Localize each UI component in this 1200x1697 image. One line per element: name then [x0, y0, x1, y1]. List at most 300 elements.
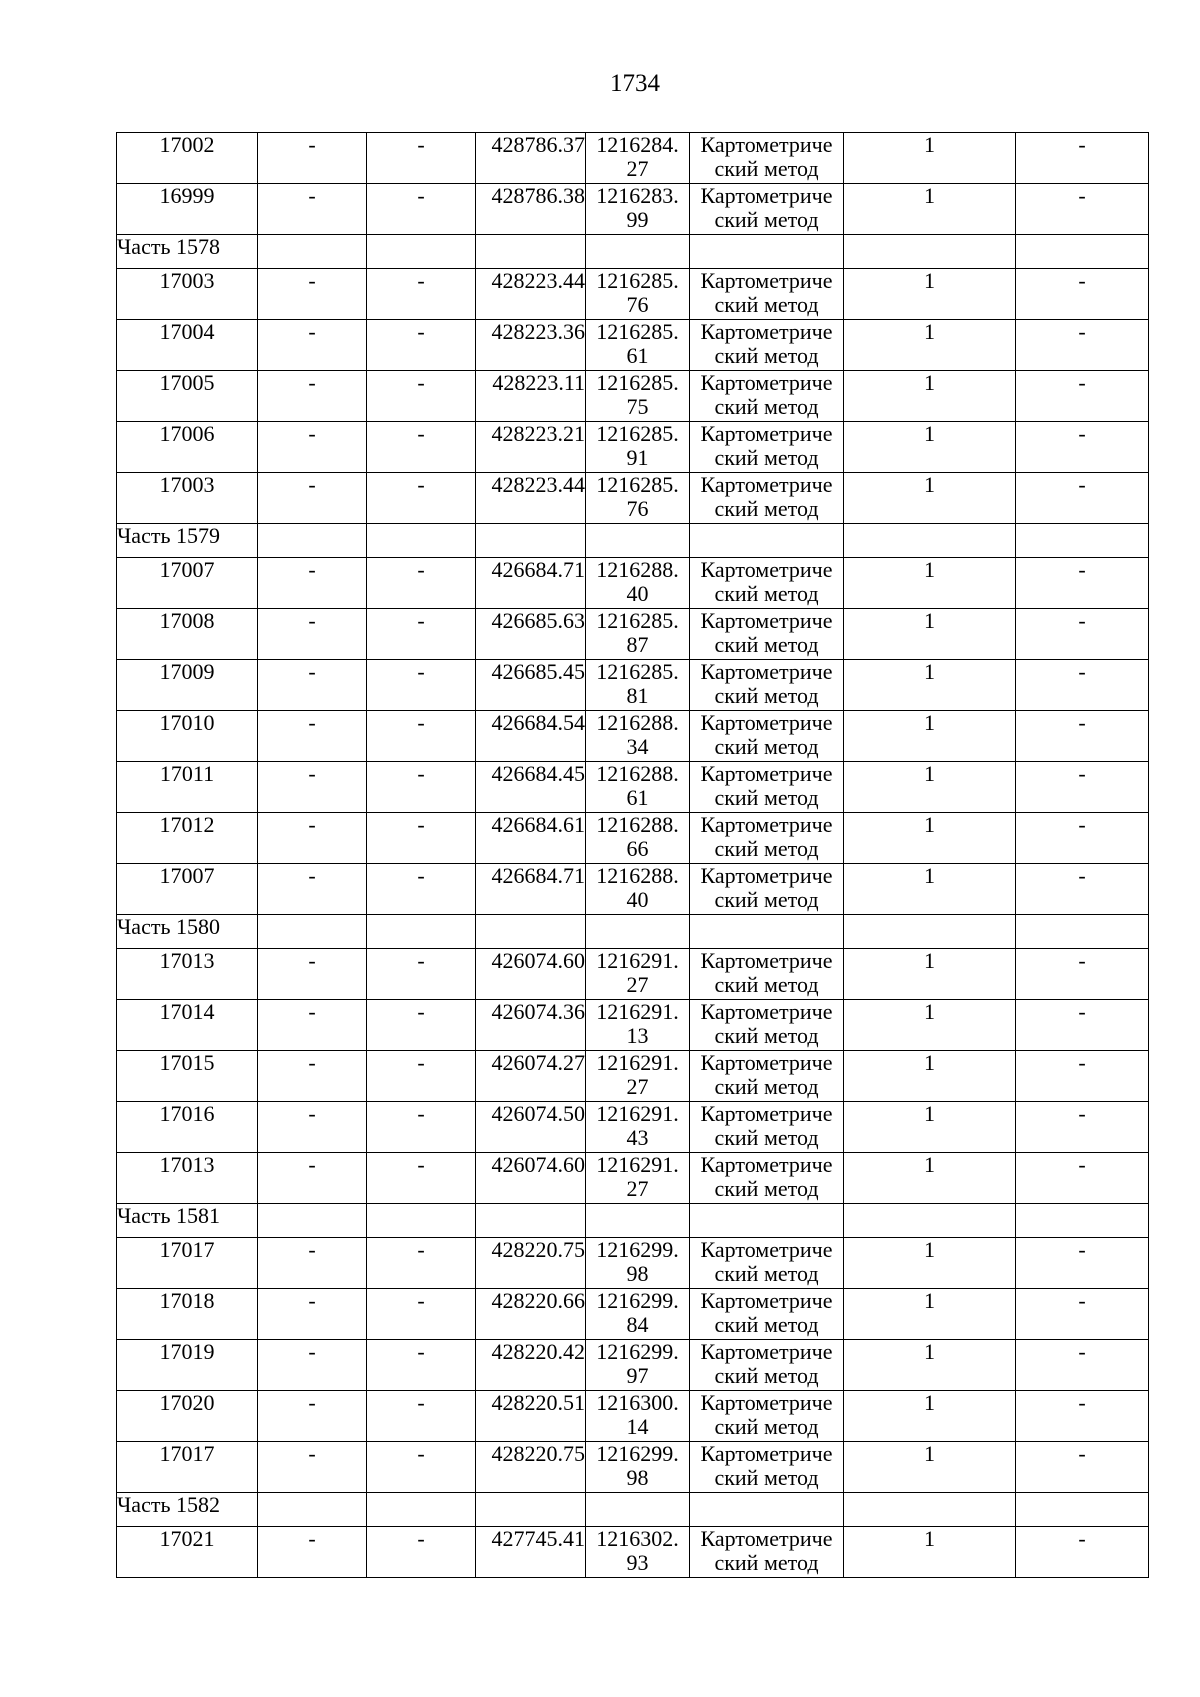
dash-cell: -	[367, 1340, 476, 1391]
point-number-cell: 17009	[117, 660, 258, 711]
x-coordinate-cell: 428786.38	[476, 184, 586, 235]
dash-cell: -	[258, 1102, 367, 1153]
y-coordinate-part2: 97	[626, 1363, 649, 1388]
dash-cell: -	[258, 422, 367, 473]
accuracy-cell: 1	[844, 320, 1016, 371]
point-number-cell: 17003	[117, 473, 258, 524]
dash-cell: -	[258, 1442, 367, 1493]
method-line1: Картометриче	[700, 1288, 833, 1313]
method-line2: ский метод	[714, 1312, 819, 1337]
point-number-cell: 17006	[117, 422, 258, 473]
y-coordinate-cell	[586, 864, 690, 915]
x-coordinate-cell: 428220.42	[476, 1340, 586, 1391]
y-coordinate-cell	[586, 1442, 690, 1493]
empty-cell	[258, 524, 367, 558]
point-number-cell: 17003	[117, 269, 258, 320]
method-line2: ский метод	[714, 1074, 819, 1099]
y-coordinate-cell	[586, 1051, 690, 1102]
y-coordinate-part2: 84	[626, 1312, 649, 1337]
method-cell	[690, 660, 844, 711]
method-line1: Картометриче	[700, 1441, 833, 1466]
method-cell	[690, 1000, 844, 1051]
method-line1: Картометриче	[700, 132, 833, 157]
y-coordinate-part1: 1216288.	[596, 812, 679, 837]
table-row	[117, 269, 1149, 320]
table-row	[117, 1102, 1149, 1153]
table-row	[117, 1391, 1149, 1442]
y-coordinate-part1: 1216285.	[596, 370, 679, 395]
x-coordinate-cell: 426685.63	[476, 609, 586, 660]
dash-cell: -	[1016, 1153, 1149, 1204]
dash-cell: -	[1016, 864, 1149, 915]
method-line2: ский метод	[714, 632, 819, 657]
empty-cell	[844, 524, 1016, 558]
y-coordinate-cell	[586, 1340, 690, 1391]
table-row	[117, 133, 1149, 184]
dash-cell: -	[1016, 1000, 1149, 1051]
method-line2: ский метод	[714, 1414, 819, 1439]
point-number-cell: 17007	[117, 558, 258, 609]
method-line2: ский метод	[714, 1550, 819, 1575]
empty-cell	[586, 915, 690, 949]
y-coordinate-part1: 1216291.	[596, 1152, 679, 1177]
y-coordinate-part2: 93	[626, 1550, 649, 1575]
method-line2: ский метод	[714, 1125, 819, 1150]
dash-cell: -	[367, 320, 476, 371]
x-coordinate-cell: 426074.50	[476, 1102, 586, 1153]
dash-cell: -	[258, 473, 367, 524]
accuracy-cell: 1	[844, 422, 1016, 473]
point-number-cell: 17016	[117, 1102, 258, 1153]
method-line2: ский метод	[714, 156, 819, 181]
y-coordinate-part1: 1216288.	[596, 863, 679, 888]
x-coordinate-cell: 426074.27	[476, 1051, 586, 1102]
empty-cell	[476, 235, 586, 269]
dash-cell: -	[258, 813, 367, 864]
dash-cell: -	[1016, 762, 1149, 813]
method-cell	[690, 864, 844, 915]
method-cell	[690, 1051, 844, 1102]
method-line1: Картометриче	[700, 1152, 833, 1177]
y-coordinate-part1: 1216291.	[596, 1101, 679, 1126]
empty-cell	[476, 524, 586, 558]
empty-cell	[844, 235, 1016, 269]
empty-cell	[586, 235, 690, 269]
y-coordinate-cell	[586, 711, 690, 762]
x-coordinate-cell: 428220.75	[476, 1238, 586, 1289]
y-coordinate-part1: 1216291.	[596, 1050, 679, 1075]
y-coordinate-cell	[586, 371, 690, 422]
empty-cell	[690, 1493, 844, 1527]
method-line1: Картометриче	[700, 183, 833, 208]
method-cell	[690, 269, 844, 320]
table-row	[117, 320, 1149, 371]
method-line1: Картометриче	[700, 1339, 833, 1364]
accuracy-cell: 1	[844, 184, 1016, 235]
method-cell	[690, 473, 844, 524]
method-line2: ский метод	[714, 1261, 819, 1286]
y-coordinate-cell	[586, 1000, 690, 1051]
method-line1: Картометриче	[700, 608, 833, 633]
x-coordinate-cell: 428223.21	[476, 422, 586, 473]
method-cell	[690, 762, 844, 813]
accuracy-cell: 1	[844, 133, 1016, 184]
x-coordinate-cell: 428223.44	[476, 473, 586, 524]
table-row	[117, 1527, 1149, 1578]
x-coordinate-cell: 428786.37	[476, 133, 586, 184]
dash-cell: -	[367, 1051, 476, 1102]
empty-cell	[586, 524, 690, 558]
dash-cell: -	[258, 762, 367, 813]
dash-cell: -	[1016, 422, 1149, 473]
method-cell	[690, 1527, 844, 1578]
method-line2: ский метод	[714, 445, 819, 470]
y-coordinate-cell	[586, 473, 690, 524]
dash-cell: -	[367, 1289, 476, 1340]
dash-cell: -	[367, 711, 476, 762]
point-number-cell: 17013	[117, 1153, 258, 1204]
point-number-cell: 17012	[117, 813, 258, 864]
dash-cell: -	[367, 184, 476, 235]
point-number-cell: 17007	[117, 864, 258, 915]
x-coordinate-cell: 428223.44	[476, 269, 586, 320]
part-header-row	[117, 915, 1149, 949]
point-number-cell: 17021	[117, 1527, 258, 1578]
y-coordinate-part2: 27	[626, 972, 649, 997]
method-line1: Картометриче	[700, 710, 833, 735]
accuracy-cell: 1	[844, 558, 1016, 609]
table-row	[117, 1153, 1149, 1204]
method-line1: Картометриче	[700, 472, 833, 497]
point-number-cell: 17018	[117, 1289, 258, 1340]
empty-cell	[258, 1204, 367, 1238]
y-coordinate-part2: 98	[626, 1261, 649, 1286]
method-line2: ский метод	[714, 343, 819, 368]
point-number-cell: 17010	[117, 711, 258, 762]
x-coordinate-cell: 426074.60	[476, 1153, 586, 1204]
table-body	[117, 133, 1149, 1578]
y-coordinate-cell	[586, 1391, 690, 1442]
table-row	[117, 473, 1149, 524]
accuracy-cell: 1	[844, 1391, 1016, 1442]
empty-cell	[258, 235, 367, 269]
dash-cell: -	[258, 1391, 367, 1442]
method-line1: Картометриче	[700, 557, 833, 582]
table-row	[117, 184, 1149, 235]
y-coordinate-cell	[586, 1102, 690, 1153]
y-coordinate-cell	[586, 320, 690, 371]
accuracy-cell: 1	[844, 1442, 1016, 1493]
method-line2: ский метод	[714, 972, 819, 997]
y-coordinate-part1: 1216288.	[596, 557, 679, 582]
empty-cell	[1016, 524, 1149, 558]
y-coordinate-part2: 27	[626, 156, 649, 181]
dash-cell: -	[367, 133, 476, 184]
part-header-row	[117, 1204, 1149, 1238]
dash-cell: -	[258, 609, 367, 660]
y-coordinate-part1: 1216291.	[596, 999, 679, 1024]
y-coordinate-part2: 76	[626, 496, 649, 521]
x-coordinate-cell: 426685.45	[476, 660, 586, 711]
y-coordinate-cell	[586, 609, 690, 660]
dash-cell: -	[1016, 1391, 1149, 1442]
empty-cell	[690, 235, 844, 269]
x-coordinate-cell: 427745.41	[476, 1527, 586, 1578]
method-cell	[690, 1238, 844, 1289]
y-coordinate-part1: 1216285.	[596, 659, 679, 684]
method-line2: ский метод	[714, 394, 819, 419]
accuracy-cell: 1	[844, 1527, 1016, 1578]
point-number-cell: 17019	[117, 1340, 258, 1391]
y-coordinate-part1: 1216285.	[596, 472, 679, 497]
table-row	[117, 1000, 1149, 1051]
accuracy-cell: 1	[844, 813, 1016, 864]
method-line2: ский метод	[714, 496, 819, 521]
y-coordinate-part2: 98	[626, 1465, 649, 1490]
y-coordinate-part1: 1216299.	[596, 1339, 679, 1364]
method-cell	[690, 422, 844, 473]
part-header-row	[117, 1493, 1149, 1527]
table-row	[117, 371, 1149, 422]
method-cell	[690, 711, 844, 762]
y-coordinate-part2: 66	[626, 836, 649, 861]
table-row	[117, 1442, 1149, 1493]
point-number-cell: 17020	[117, 1391, 258, 1442]
dash-cell: -	[1016, 184, 1149, 235]
method-cell	[690, 371, 844, 422]
method-cell	[690, 1102, 844, 1153]
y-coordinate-cell	[586, 762, 690, 813]
method-line2: ский метод	[714, 683, 819, 708]
y-coordinate-cell	[586, 1238, 690, 1289]
empty-cell	[844, 1204, 1016, 1238]
method-line1: Картометриче	[700, 319, 833, 344]
x-coordinate-cell: 426684.54	[476, 711, 586, 762]
y-coordinate-part2: 13	[626, 1023, 649, 1048]
method-line1: Картометриче	[700, 761, 833, 786]
table-row	[117, 864, 1149, 915]
x-coordinate-cell: 426684.45	[476, 762, 586, 813]
y-coordinate-part2: 40	[626, 887, 649, 912]
method-line2: ский метод	[714, 1023, 819, 1048]
point-number-cell: 17011	[117, 762, 258, 813]
dash-cell: -	[367, 1000, 476, 1051]
method-line1: Картометриче	[700, 1050, 833, 1075]
dash-cell: -	[1016, 1289, 1149, 1340]
method-cell	[690, 609, 844, 660]
accuracy-cell: 1	[844, 1153, 1016, 1204]
dash-cell: -	[258, 711, 367, 762]
point-number-cell: 17013	[117, 949, 258, 1000]
method-line1: Картометриче	[700, 268, 833, 293]
y-coordinate-part1: 1216285.	[596, 268, 679, 293]
part-label: Часть 1581	[117, 1204, 258, 1238]
dash-cell: -	[367, 864, 476, 915]
x-coordinate-cell: 426684.71	[476, 864, 586, 915]
dash-cell: -	[258, 133, 367, 184]
y-coordinate-part1: 1216299.	[596, 1237, 679, 1262]
method-cell	[690, 558, 844, 609]
method-cell	[690, 320, 844, 371]
dash-cell: -	[1016, 473, 1149, 524]
y-coordinate-part2: 81	[626, 683, 649, 708]
y-coordinate-cell	[586, 1527, 690, 1578]
accuracy-cell: 1	[844, 609, 1016, 660]
accuracy-cell: 1	[844, 269, 1016, 320]
dash-cell: -	[367, 1391, 476, 1442]
x-coordinate-cell: 428220.66	[476, 1289, 586, 1340]
dash-cell: -	[367, 660, 476, 711]
accuracy-cell: 1	[844, 1238, 1016, 1289]
dash-cell: -	[1016, 711, 1149, 762]
method-line2: ский метод	[714, 1465, 819, 1490]
dash-cell: -	[1016, 660, 1149, 711]
y-coordinate-part1: 1216284.	[596, 132, 679, 157]
page-number: 1734	[610, 70, 660, 97]
table-row	[117, 711, 1149, 762]
y-coordinate-part1: 1216300.	[596, 1390, 679, 1415]
method-line1: Картометриче	[700, 1101, 833, 1126]
part-label: Часть 1578	[117, 235, 258, 269]
point-number-cell: 17017	[117, 1442, 258, 1493]
point-number-cell: 17008	[117, 609, 258, 660]
dash-cell: -	[258, 558, 367, 609]
dash-cell: -	[1016, 609, 1149, 660]
dash-cell: -	[367, 1527, 476, 1578]
method-cell	[690, 949, 844, 1000]
dash-cell: -	[258, 660, 367, 711]
dash-cell: -	[1016, 1102, 1149, 1153]
dash-cell: -	[258, 371, 367, 422]
dash-cell: -	[1016, 813, 1149, 864]
dash-cell: -	[1016, 371, 1149, 422]
method-line2: ский метод	[714, 785, 819, 810]
x-coordinate-cell: 426074.36	[476, 1000, 586, 1051]
y-coordinate-cell	[586, 558, 690, 609]
accuracy-cell: 1	[844, 660, 1016, 711]
method-line2: ский метод	[714, 836, 819, 861]
empty-cell	[1016, 1204, 1149, 1238]
dash-cell: -	[367, 371, 476, 422]
dash-cell: -	[258, 184, 367, 235]
point-number-cell: 17014	[117, 1000, 258, 1051]
table-row	[117, 558, 1149, 609]
y-coordinate-part2: 27	[626, 1176, 649, 1201]
y-coordinate-part2: 34	[626, 734, 649, 759]
y-coordinate-part2: 87	[626, 632, 649, 657]
empty-cell	[367, 235, 476, 269]
part-header-row	[117, 235, 1149, 269]
accuracy-cell: 1	[844, 1340, 1016, 1391]
y-coordinate-part2: 76	[626, 292, 649, 317]
coordinates-table	[116, 132, 1149, 1578]
method-line1: Картометриче	[700, 812, 833, 837]
y-coordinate-part2: 61	[626, 785, 649, 810]
table-row	[117, 1289, 1149, 1340]
dash-cell: -	[258, 949, 367, 1000]
method-cell	[690, 133, 844, 184]
y-coordinate-part2: 43	[626, 1125, 649, 1150]
method-line1: Картометриче	[700, 1237, 833, 1262]
accuracy-cell: 1	[844, 762, 1016, 813]
table-row	[117, 813, 1149, 864]
method-cell	[690, 184, 844, 235]
x-coordinate-cell: 426074.60	[476, 949, 586, 1000]
x-coordinate-cell: 428223.36	[476, 320, 586, 371]
method-line1: Картометриче	[700, 1390, 833, 1415]
y-coordinate-part1: 1216283.	[596, 183, 679, 208]
part-label: Часть 1579	[117, 524, 258, 558]
empty-cell	[586, 1493, 690, 1527]
dash-cell: -	[1016, 269, 1149, 320]
method-line2: ский метод	[714, 292, 819, 317]
table-row	[117, 1340, 1149, 1391]
dash-cell: -	[1016, 1238, 1149, 1289]
table-row	[117, 609, 1149, 660]
point-number-cell: 17005	[117, 371, 258, 422]
dash-cell: -	[1016, 320, 1149, 371]
method-cell	[690, 1391, 844, 1442]
table-row	[117, 762, 1149, 813]
method-line1: Картометриче	[700, 999, 833, 1024]
accuracy-cell: 1	[844, 1051, 1016, 1102]
dash-cell: -	[1016, 558, 1149, 609]
part-header-row	[117, 524, 1149, 558]
method-line1: Картометриче	[700, 659, 833, 684]
method-cell	[690, 813, 844, 864]
dash-cell: -	[258, 269, 367, 320]
dash-cell: -	[1016, 1051, 1149, 1102]
method-cell	[690, 1153, 844, 1204]
x-coordinate-cell: 428220.51	[476, 1391, 586, 1442]
accuracy-cell: 1	[844, 473, 1016, 524]
method-line1: Картометриче	[700, 370, 833, 395]
method-line2: ский метод	[714, 581, 819, 606]
y-coordinate-cell	[586, 133, 690, 184]
dash-cell: -	[367, 1153, 476, 1204]
dash-cell: -	[367, 949, 476, 1000]
dash-cell: -	[1016, 1527, 1149, 1578]
empty-cell	[367, 1493, 476, 1527]
empty-cell	[1016, 235, 1149, 269]
method-line1: Картометриче	[700, 948, 833, 973]
y-coordinate-part1: 1216291.	[596, 948, 679, 973]
y-coordinate-cell	[586, 1289, 690, 1340]
dash-cell: -	[367, 473, 476, 524]
dash-cell: -	[367, 558, 476, 609]
point-number-cell: 17004	[117, 320, 258, 371]
dash-cell: -	[367, 762, 476, 813]
method-cell	[690, 1340, 844, 1391]
y-coordinate-part1: 1216288.	[596, 761, 679, 786]
empty-cell	[476, 1204, 586, 1238]
y-coordinate-part2: 14	[626, 1414, 649, 1439]
empty-cell	[586, 1204, 690, 1238]
empty-cell	[690, 524, 844, 558]
y-coordinate-cell	[586, 184, 690, 235]
dash-cell: -	[367, 1238, 476, 1289]
y-coordinate-part2: 40	[626, 581, 649, 606]
point-number-cell: 16999	[117, 184, 258, 235]
accuracy-cell: 1	[844, 711, 1016, 762]
dash-cell: -	[1016, 949, 1149, 1000]
dash-cell: -	[367, 813, 476, 864]
empty-cell	[258, 1493, 367, 1527]
empty-cell	[258, 915, 367, 949]
dash-cell: -	[258, 1153, 367, 1204]
part-label: Часть 1582	[117, 1493, 258, 1527]
empty-cell	[844, 1493, 1016, 1527]
